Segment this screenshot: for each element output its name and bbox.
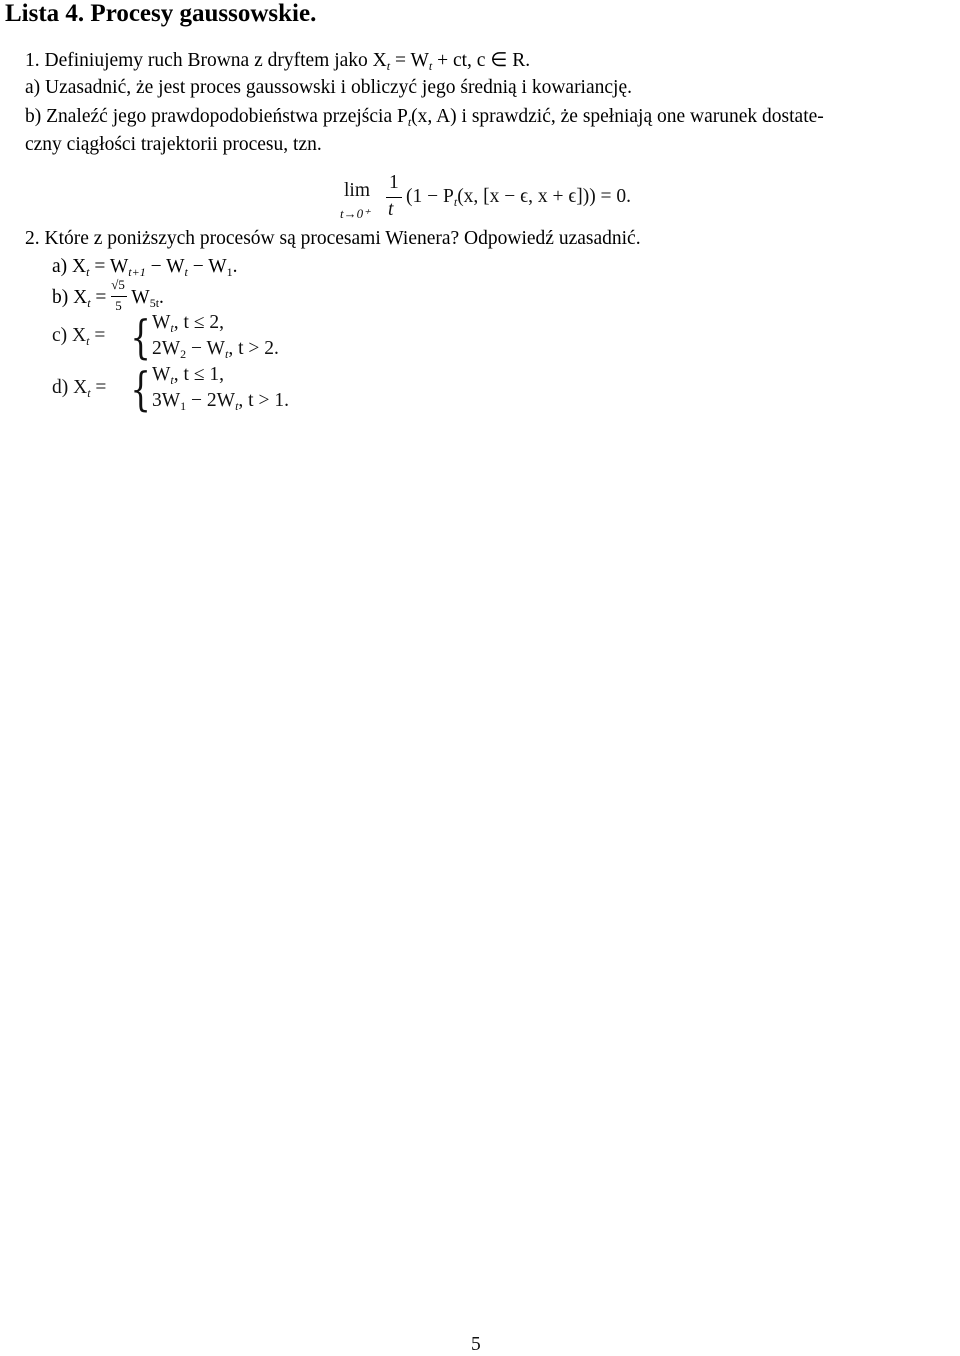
p2c-t: t <box>86 334 90 348</box>
p1-sub2: t <box>428 59 433 73</box>
p2d-r1s: t <box>170 373 174 387</box>
problem-2b <box>52 277 164 313</box>
p2d-r2b: − 2W <box>186 390 236 411</box>
sqrt-fraction <box>111 277 131 313</box>
p2c-eq: = <box>89 325 106 346</box>
problem-2c <box>52 312 352 368</box>
p2c-r1a: W <box>152 312 171 333</box>
p2d-r2s2: t <box>235 399 239 413</box>
p2c-case-2 <box>152 338 279 362</box>
limit-expression <box>406 186 631 210</box>
page-title: Lista 4. Procesy gaussowskie. <box>5 0 317 27</box>
sqrt-fraction-bar <box>111 296 127 297</box>
p2a-t: t <box>86 265 90 279</box>
p2d-t: t <box>87 386 91 400</box>
left-brace-icon: { <box>130 362 151 416</box>
p2a-label: a) X <box>52 256 87 277</box>
fraction-denominator: t <box>388 199 394 220</box>
p2b-eq: = <box>90 287 112 308</box>
p1-tail: + ct, c ∈ R. <box>432 50 531 71</box>
p1b-text: b) Znaleźć jego prawdopodobieństwa przejścia P <box>25 106 408 127</box>
p2d-r1a: W <box>152 364 171 385</box>
problem-2d <box>52 364 352 420</box>
problem-1b-line1 <box>25 106 824 130</box>
p2a-s3: 1 <box>226 265 233 279</box>
p1b-tail: (x, A) i sprawdzić, że spełniają one warunek dostate- <box>411 106 824 127</box>
p2c-label: c) X <box>52 325 87 346</box>
p2d-eq: = <box>90 377 107 398</box>
left-brace-icon: { <box>130 310 151 364</box>
p2a-r3: − W <box>187 256 227 277</box>
p2b-sub: 5t <box>149 296 160 310</box>
sqrt-denominator: 5 <box>115 298 122 313</box>
p2c-r2s1: 2 <box>180 347 187 361</box>
p2c-r1b: , t ≤ 2, <box>173 312 224 333</box>
p1b-sub: t <box>407 115 412 129</box>
p2a-r1: = W <box>89 256 129 277</box>
page-number: 5 <box>471 1334 481 1355</box>
p2a-s2: t <box>184 265 188 279</box>
p2d-r2a: 3W <box>152 390 181 411</box>
problem-1b-line2: czny ciągłości trajektorii procesu, tzn. <box>25 134 322 155</box>
fraction-numerator: 1 <box>389 172 399 193</box>
p2a-s1: t+1 <box>128 265 146 279</box>
p2c-case-1 <box>152 312 224 336</box>
lim-subscript: t→0⁺ <box>340 206 370 221</box>
problem-2a <box>52 256 238 280</box>
problem-1-intro <box>25 48 530 74</box>
p2d-r1b: , t ≤ 1, <box>173 364 224 385</box>
p2b-t: t <box>87 296 91 310</box>
limit-expr-b: (x, [x − ϵ, x + ϵ])) = 0. <box>457 186 632 207</box>
p2c-r2c: , t > 2. <box>228 338 279 359</box>
p2b-end: . <box>159 287 164 308</box>
p2d-r2s1: 1 <box>180 399 187 413</box>
p1-intro-text: 1. Definiujemy ruch Browna z dryftem jako X <box>25 50 387 71</box>
limit-formula <box>340 172 740 228</box>
p2d-label: d) X <box>52 377 88 398</box>
p2c-r1s: t <box>170 321 174 335</box>
limit-expr-sub: t <box>453 195 458 209</box>
p2d-case-1 <box>152 364 224 388</box>
p1-eq: = W <box>390 50 429 71</box>
p2c-r2b: − W <box>186 338 225 359</box>
problem-2-intro: 2. Które z poniższych procesów są procesami Wienera? Odpowiedź uzasadnić. <box>25 228 641 249</box>
p2d-lhs <box>52 377 106 401</box>
lim-word: lim <box>344 180 371 201</box>
p2a-r2: − W <box>145 256 185 277</box>
p2a-end: . <box>232 256 238 277</box>
fraction-bar <box>386 197 402 198</box>
p2b-label: b) X <box>52 287 88 308</box>
p2c-lhs <box>52 325 105 349</box>
p2d-r2c: , t > 1. <box>238 390 289 411</box>
p2b-w: W <box>131 287 150 308</box>
limit-expr-a: (1 − P <box>406 186 454 207</box>
p2c-r2s2: t <box>224 347 229 361</box>
p2d-case-2 <box>152 390 289 414</box>
p1-sub: t <box>386 59 391 73</box>
sqrt-numerator: √5 <box>111 277 125 292</box>
p2c-r2a: 2W <box>152 338 181 359</box>
problem-1a: a) Uzasadnić, że jest proces gaussowski i obliczyć jego średnią i kowariancję. <box>25 77 632 98</box>
